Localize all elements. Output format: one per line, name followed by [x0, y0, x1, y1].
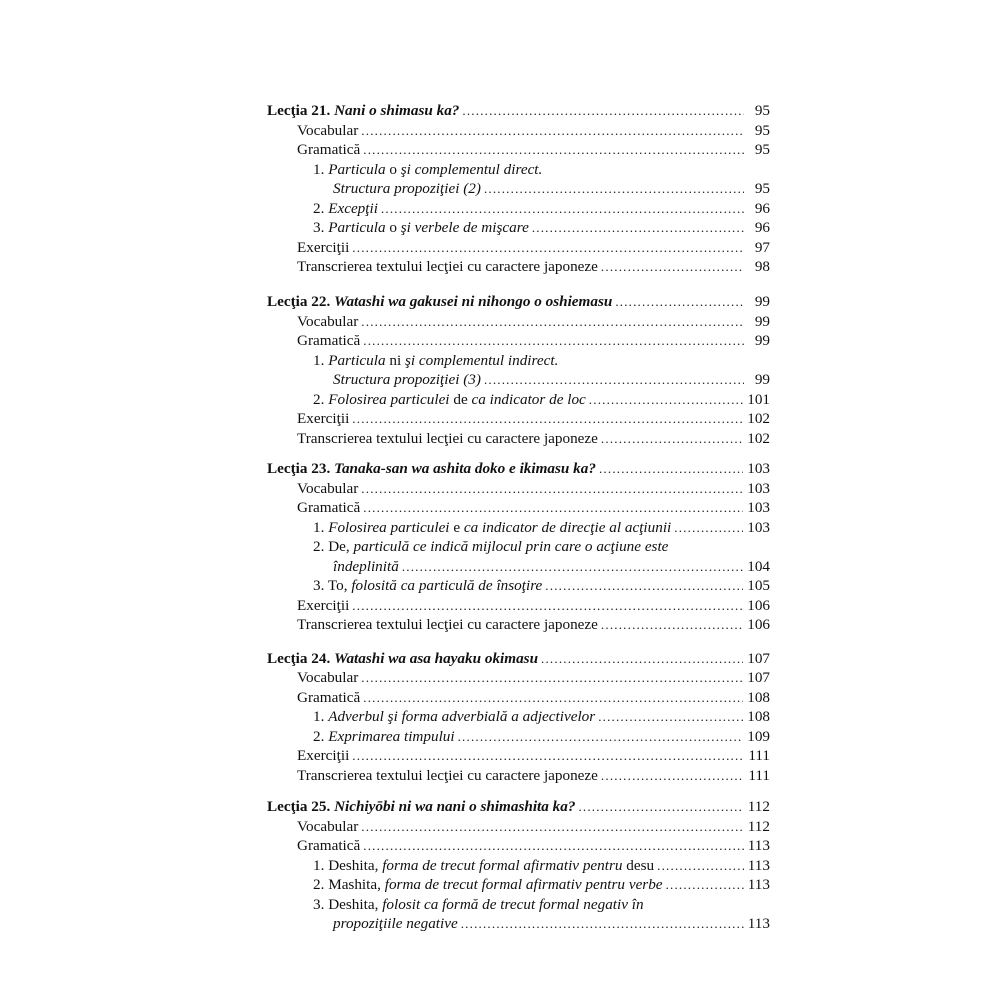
- dot-leader: [402, 557, 743, 577]
- page-number: 105: [747, 577, 770, 594]
- dot-leader: [352, 596, 743, 616]
- item-text: şi complementul direct.: [400, 160, 543, 178]
- item-particle: ni: [385, 351, 405, 369]
- item-text: Excepţii: [328, 199, 378, 217]
- page-number: 97: [754, 238, 770, 256]
- toc-entry-grammar-item-line1[interactable]: [267, 160, 770, 180]
- item-text: îndeplinită: [333, 557, 399, 575]
- item-text: Particula: [328, 160, 386, 178]
- item-number: 2.: [313, 876, 325, 893]
- dot-leader: [601, 429, 743, 449]
- dot-leader: [599, 459, 743, 479]
- page-number: 113: [747, 856, 770, 874]
- page-number: 99: [754, 371, 770, 388]
- item-text: şi complementul indirect.: [404, 351, 559, 369]
- dot-leader: [462, 101, 744, 121]
- toc-entry-vocabular[interactable]: [267, 121, 770, 141]
- item-text: ca indicator de loc: [471, 390, 586, 408]
- page-number: 103: [747, 499, 770, 516]
- toc-entry-lesson-title[interactable]: [267, 459, 770, 479]
- toc-entry-grammar-item-line2[interactable]: [267, 370, 770, 390]
- dot-leader: [601, 766, 744, 786]
- lesson-23: [267, 459, 770, 635]
- page-number: 109: [747, 727, 770, 745]
- item-text: particulă ce indică mijlocul prin care o acţiune este: [349, 538, 669, 555]
- page-number: 107: [747, 669, 770, 686]
- page-number: 108: [747, 688, 770, 706]
- entry-label: Transcrierea textului lecţiei cu caractere japoneze: [297, 766, 598, 784]
- lesson-24: [267, 649, 770, 786]
- page-number: 95: [754, 121, 770, 139]
- toc-entry-gramatica[interactable]: [267, 140, 770, 160]
- item-number: 2.: [313, 727, 325, 745]
- dot-leader: [381, 199, 744, 219]
- page-number: 113: [747, 915, 770, 932]
- toc-entry-grammar-item-line2[interactable]: [267, 914, 770, 934]
- item-text: Folosirea particulei: [328, 518, 450, 536]
- item-particle: o: [385, 219, 401, 236]
- entry-label: Exerciţii: [297, 410, 350, 427]
- toc-entry-vocabular[interactable]: [267, 479, 770, 499]
- entry-label: Transcrierea textului lecţiei cu caractere japoneze: [297, 616, 598, 633]
- item-particle: Mashita,: [328, 876, 381, 893]
- lesson-title: Watashi wa asa hayaku okimasu: [334, 649, 539, 667]
- entry-label: Exerciţii: [297, 238, 350, 256]
- item-particle: o: [385, 160, 401, 178]
- toc-entry-vocabular[interactable]: [267, 817, 770, 837]
- entry-label: Vocabular: [297, 312, 359, 330]
- toc-entry-exercitii[interactable]: [267, 409, 770, 429]
- lesson-title: Nichiyōbi ni wa nani o shimashita ka?: [334, 798, 576, 815]
- dot-leader: [598, 707, 743, 727]
- toc-entry-grammar-item[interactable]: [267, 518, 770, 538]
- dot-leader: [484, 370, 744, 390]
- lesson-22: [267, 292, 770, 448]
- item-text: folosit ca formă de trecut formal negativ în: [378, 895, 644, 913]
- item-number: 2.: [313, 538, 325, 555]
- dot-leader: [674, 518, 743, 538]
- lesson-title: Watashi wa gakusei ni nihongo o oshiemasu: [334, 293, 613, 310]
- page-number: 99: [754, 332, 770, 349]
- entry-label: Gramatică: [297, 141, 361, 158]
- toc-entry-grammar-item[interactable]: [267, 390, 770, 410]
- lesson-title: Nani o shimasu ka?: [334, 102, 460, 119]
- page-number: 113: [747, 876, 770, 893]
- item-number: 2.: [313, 390, 325, 408]
- lesson-25: [267, 797, 770, 934]
- entry-label: Vocabular: [297, 669, 359, 686]
- toc-entry-grammar-item[interactable]: [267, 875, 770, 895]
- entry-label: Vocabular: [297, 817, 359, 835]
- dot-leader: [363, 498, 743, 518]
- toc-entry-gramatica[interactable]: [267, 688, 770, 708]
- item-number: 3.: [313, 895, 325, 913]
- page-number: 101: [747, 390, 770, 408]
- item-particle: de: [449, 390, 472, 408]
- dot-leader: [352, 238, 744, 258]
- entry-label: Transcrierea textului lecţiei cu caractere japoneze: [297, 258, 598, 275]
- toc-entry-grammar-item[interactable]: [267, 218, 770, 238]
- lesson-label: Lecţia 21.: [267, 102, 331, 119]
- dot-leader: [363, 688, 743, 708]
- page-number: 99: [754, 293, 770, 310]
- dot-leader: [361, 817, 743, 837]
- lesson-title: Tanaka-san wa ashita doko e ikimasu ka?: [334, 460, 596, 477]
- dot-leader: [578, 797, 743, 817]
- page-number: 99: [754, 312, 770, 330]
- dot-leader: [589, 390, 743, 410]
- dot-leader: [657, 856, 744, 876]
- item-text: propoziţiile negative: [333, 915, 458, 932]
- toc-entry-lesson-title[interactable]: [267, 101, 770, 121]
- page-number: 95: [754, 102, 770, 119]
- item-particle: desu: [622, 856, 655, 874]
- item-particle: e: [449, 518, 464, 536]
- toc-entry-grammar-item[interactable]: [267, 199, 770, 219]
- toc-entry-vocabular[interactable]: [267, 668, 770, 688]
- item-number: 3.: [313, 219, 325, 236]
- item-text: Particula: [328, 219, 386, 236]
- dot-leader: [352, 746, 744, 766]
- dot-leader: [361, 312, 744, 332]
- item-particle: De,: [328, 538, 350, 555]
- page-number: 102: [747, 410, 770, 427]
- toc-entry-transcriere[interactable]: [267, 429, 770, 449]
- page-number: 96: [754, 199, 770, 217]
- page-number: 112: [747, 798, 770, 815]
- page-number: 96: [754, 219, 770, 236]
- item-text: Exprimarea timpului: [328, 727, 455, 745]
- toc-entry-grammar-item[interactable]: [267, 727, 770, 747]
- dot-leader: [484, 179, 744, 199]
- toc-entry-grammar-item-line2[interactable]: [267, 557, 770, 577]
- item-text: forma de trecut formal afirmativ pentru: [378, 856, 623, 874]
- page-number: 107: [747, 649, 770, 667]
- item-text: forma de trecut formal afirmativ pentru verbe: [380, 876, 663, 893]
- toc-entry-gramatica[interactable]: [267, 836, 770, 856]
- page-number: 102: [747, 429, 770, 447]
- page-number: 103: [747, 460, 770, 477]
- page-number: 95: [754, 180, 770, 197]
- entry-label: Vocabular: [297, 121, 359, 139]
- dot-leader: [363, 140, 744, 160]
- item-number: 3.: [313, 577, 325, 594]
- page-number: 111: [748, 766, 770, 784]
- entry-label: Gramatică: [297, 837, 361, 854]
- toc-entry-grammar-item-line1[interactable]: [267, 351, 770, 371]
- lesson-21: [267, 101, 770, 277]
- toc-entry-transcriere[interactable]: [267, 766, 770, 786]
- toc-entry-gramatica[interactable]: [267, 498, 770, 518]
- item-particle: To,: [327, 577, 348, 594]
- dot-leader: [666, 875, 744, 895]
- item-particle: Deshita,: [328, 856, 379, 874]
- dot-leader: [352, 409, 743, 429]
- item-particle: Deshita,: [328, 895, 379, 913]
- page-number: 106: [747, 616, 770, 633]
- page-number: 111: [748, 747, 770, 764]
- item-text: Adverbul şi forma adverbială a adjectivelor: [328, 708, 596, 725]
- page-number: 104: [747, 557, 770, 575]
- dot-leader: [601, 257, 744, 277]
- entry-label: Vocabular: [297, 479, 359, 497]
- table-of-contents: [267, 101, 770, 949]
- page-number: 108: [747, 708, 770, 725]
- toc-entry-grammar-item-line2[interactable]: [267, 179, 770, 199]
- page-number: 106: [747, 596, 770, 614]
- page-number: 112: [747, 817, 770, 835]
- item-text: ca indicator de direcţie al acţiunii: [463, 518, 672, 536]
- dot-leader: [615, 292, 744, 312]
- entry-label: Gramatică: [297, 332, 361, 349]
- lesson-label: Lecţia 24.: [267, 649, 331, 667]
- toc-entry-exercitii[interactable]: [267, 238, 770, 258]
- toc-entry-grammar-item[interactable]: [267, 856, 770, 876]
- dot-leader: [601, 615, 743, 635]
- toc-entry-grammar-item-line1[interactable]: [267, 537, 770, 557]
- toc-entry-transcriere[interactable]: [267, 615, 770, 635]
- item-text: Structura propoziţiei (3): [333, 371, 481, 388]
- dot-leader: [541, 649, 743, 669]
- item-text: Particula: [328, 351, 386, 369]
- toc-entry-lesson-title[interactable]: [267, 649, 770, 669]
- item-number: 2.: [313, 199, 325, 217]
- dot-leader: [461, 914, 744, 934]
- toc-entry-lesson-title[interactable]: [267, 292, 770, 312]
- page-number: 113: [747, 837, 770, 854]
- dot-leader: [361, 121, 744, 141]
- dot-leader: [363, 331, 744, 351]
- toc-entry-grammar-item-line1[interactable]: [267, 895, 770, 915]
- page-number: 98: [754, 258, 770, 275]
- toc-entry-gramatica[interactable]: [267, 331, 770, 351]
- dot-leader: [361, 479, 743, 499]
- page-number: 95: [754, 141, 770, 158]
- item-number: 1.: [313, 518, 325, 536]
- entry-label: Gramatică: [297, 688, 361, 706]
- lesson-label: Lecţia 23.: [267, 460, 331, 477]
- item-number: 1.: [313, 351, 325, 369]
- dot-leader: [363, 836, 744, 856]
- item-text: folosită ca particulă de însoţire: [347, 577, 543, 594]
- dot-leader: [545, 576, 743, 596]
- toc-entry-transcriere[interactable]: [267, 257, 770, 277]
- entry-label: Exerciţii: [297, 747, 350, 764]
- page-number: 103: [747, 518, 770, 536]
- dot-leader: [458, 727, 744, 747]
- item-number: 1.: [313, 708, 325, 725]
- toc-entry-grammar-item[interactable]: [267, 576, 770, 596]
- toc-entry-grammar-item[interactable]: [267, 707, 770, 727]
- lesson-label: Lecţia 22.: [267, 293, 331, 310]
- entry-label: Transcrierea textului lecţiei cu caractere japoneze: [297, 429, 598, 447]
- lesson-label: Lecţia 25.: [267, 798, 331, 815]
- toc-entry-lesson-title[interactable]: [267, 797, 770, 817]
- entry-label: Exerciţii: [297, 596, 350, 614]
- entry-label: Gramatică: [297, 499, 361, 516]
- item-number: 1.: [313, 856, 325, 874]
- item-text: Structura propoziţiei (2): [333, 180, 481, 197]
- toc-entry-exercitii[interactable]: [267, 596, 770, 616]
- toc-entry-vocabular[interactable]: [267, 312, 770, 332]
- item-text: şi verbele de mişcare: [400, 219, 529, 236]
- item-number: 1.: [313, 160, 325, 178]
- dot-leader: [361, 668, 743, 688]
- dot-leader: [532, 218, 744, 238]
- item-text: Folosirea particulei: [328, 390, 450, 408]
- page-number: 103: [747, 479, 770, 497]
- toc-entry-exercitii[interactable]: [267, 746, 770, 766]
